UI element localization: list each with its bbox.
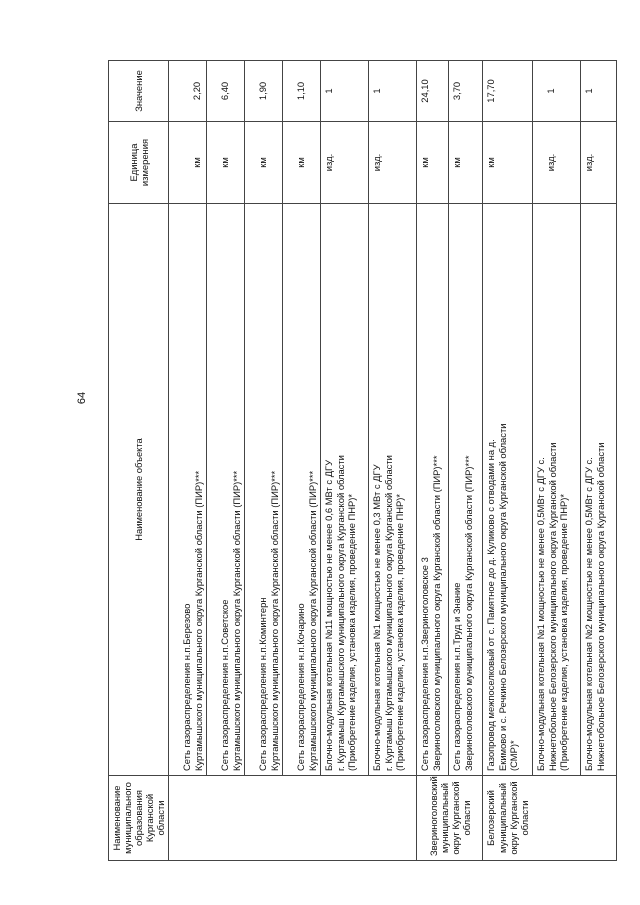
table-header-row xyxy=(109,61,169,861)
unit-cell: изд. xyxy=(581,122,617,204)
table-row xyxy=(321,61,369,861)
value-cell: 1,10 xyxy=(283,61,321,122)
value-cell: 1 xyxy=(369,61,417,122)
table-row xyxy=(207,61,245,861)
unit-cell: км xyxy=(283,122,321,204)
table-row xyxy=(417,61,449,861)
object-cell: Блочно-модульная котельная №11 мощностью не менее 0,6 МВт с ДГУ г. Куртамыш Куртамышского муниципального округа Курганской области (Приобретение изделия, установка изделия, проведение ПНР)* xyxy=(321,204,369,776)
table-row xyxy=(369,61,417,861)
unit-cell: км xyxy=(417,122,449,204)
value-cell: 3,70 xyxy=(449,61,483,122)
value-cell: 2,20 xyxy=(169,61,207,122)
table-row xyxy=(245,61,283,861)
objects-table xyxy=(108,60,617,861)
value-cell: 1 xyxy=(321,61,369,122)
object-cell: Сеть газораспределения н.п.Березово Куртамышского муниципального округа Курганской области (ПИР)*** xyxy=(169,204,207,776)
header-value: Значение xyxy=(109,61,169,122)
unit-cell: изд. xyxy=(321,122,369,204)
table-row xyxy=(483,61,533,861)
header-municipality: Наименование муниципального образования Курганской области xyxy=(109,776,169,861)
unit-cell: км xyxy=(245,122,283,204)
municipality-cell-zverinogolovsky: Звериноголовский муниципальный округ Курганской области xyxy=(417,776,483,861)
municipality-cell-belozersky: Белозерский муниципальный округ Курганской области xyxy=(483,776,617,861)
value-cell: 1 xyxy=(533,61,581,122)
object-cell: Газопровод межпоселковый от с. Памятное до д. Куликово с отводами на д. Екимово и с. Речкино Белозерского муниципального округа Курганской области (СМР)* xyxy=(483,204,533,776)
unit-cell: км xyxy=(449,122,483,204)
unit-cell: изд. xyxy=(533,122,581,204)
unit-cell: км xyxy=(207,122,245,204)
object-cell: Сеть газораспределения н.п.Кочарино Куртамышского муниципального округа Курганской области (ПИР)*** xyxy=(283,204,321,776)
object-cell: Блочно-модульная котельная №2 мощностью не менее 0,5МВт с ДГУ с. Нижнетобольное Белозерского муниципального округа Курганской области xyxy=(581,204,617,776)
page-number: 64 xyxy=(76,391,89,405)
header-unit: Единица измерения xyxy=(109,122,169,204)
table-row xyxy=(283,61,321,861)
object-cell: Сеть газораспределения н.п.Коминтерн Куртамышского муниципального округа Курганской области (ПИР)*** xyxy=(245,204,283,776)
unit-cell: км xyxy=(169,122,207,204)
object-cell: Сеть газораспределения н.п.Советское Куртамышского муниципального округа Курганской области (ПИР)*** xyxy=(207,204,245,776)
value-cell: 1 xyxy=(581,61,617,122)
table-row xyxy=(581,61,617,861)
table-row xyxy=(533,61,581,861)
value-cell: 1,90 xyxy=(245,61,283,122)
object-cell: Блочно-модульная котельная №1 мощностью не менее 0,3 МВт с ДГУ г. Куртамыш Куртамышского муниципального округа Курганской области (Приобретение изделия, установка изделия, проведение ПНР)* xyxy=(369,204,417,776)
object-cell: Сеть газораспределения н.п.Труд и Знание Звериноголовского муниципального округа Курганской области (ПИР)*** xyxy=(449,204,483,776)
table-row xyxy=(449,61,483,861)
object-cell: Блочно-модульная котельная №1 мощностью не менее 0,5МВт с ДГУ с. Нижнетобольное Белозерского муниципального округа Курганской области (Приобретение изделия, установка изделия, проведение ПНР)* xyxy=(533,204,581,776)
municipality-cell-kurtamysh xyxy=(169,776,417,861)
value-cell: 6,40 xyxy=(207,61,245,122)
rotated-table-wrapper xyxy=(108,59,608,861)
object-cell: Сеть газораспределения н.п.Звериноголовское 3 Звериноголовского муниципального округа Курганской области (ПИР)*** xyxy=(417,204,449,776)
header-object: Наименование объекта xyxy=(109,204,169,776)
unit-cell: изд. xyxy=(369,122,417,204)
unit-cell: км xyxy=(483,122,533,204)
value-cell: 24,10 xyxy=(417,61,449,122)
value-cell: 17,70 xyxy=(483,61,533,122)
table-row xyxy=(169,61,207,861)
